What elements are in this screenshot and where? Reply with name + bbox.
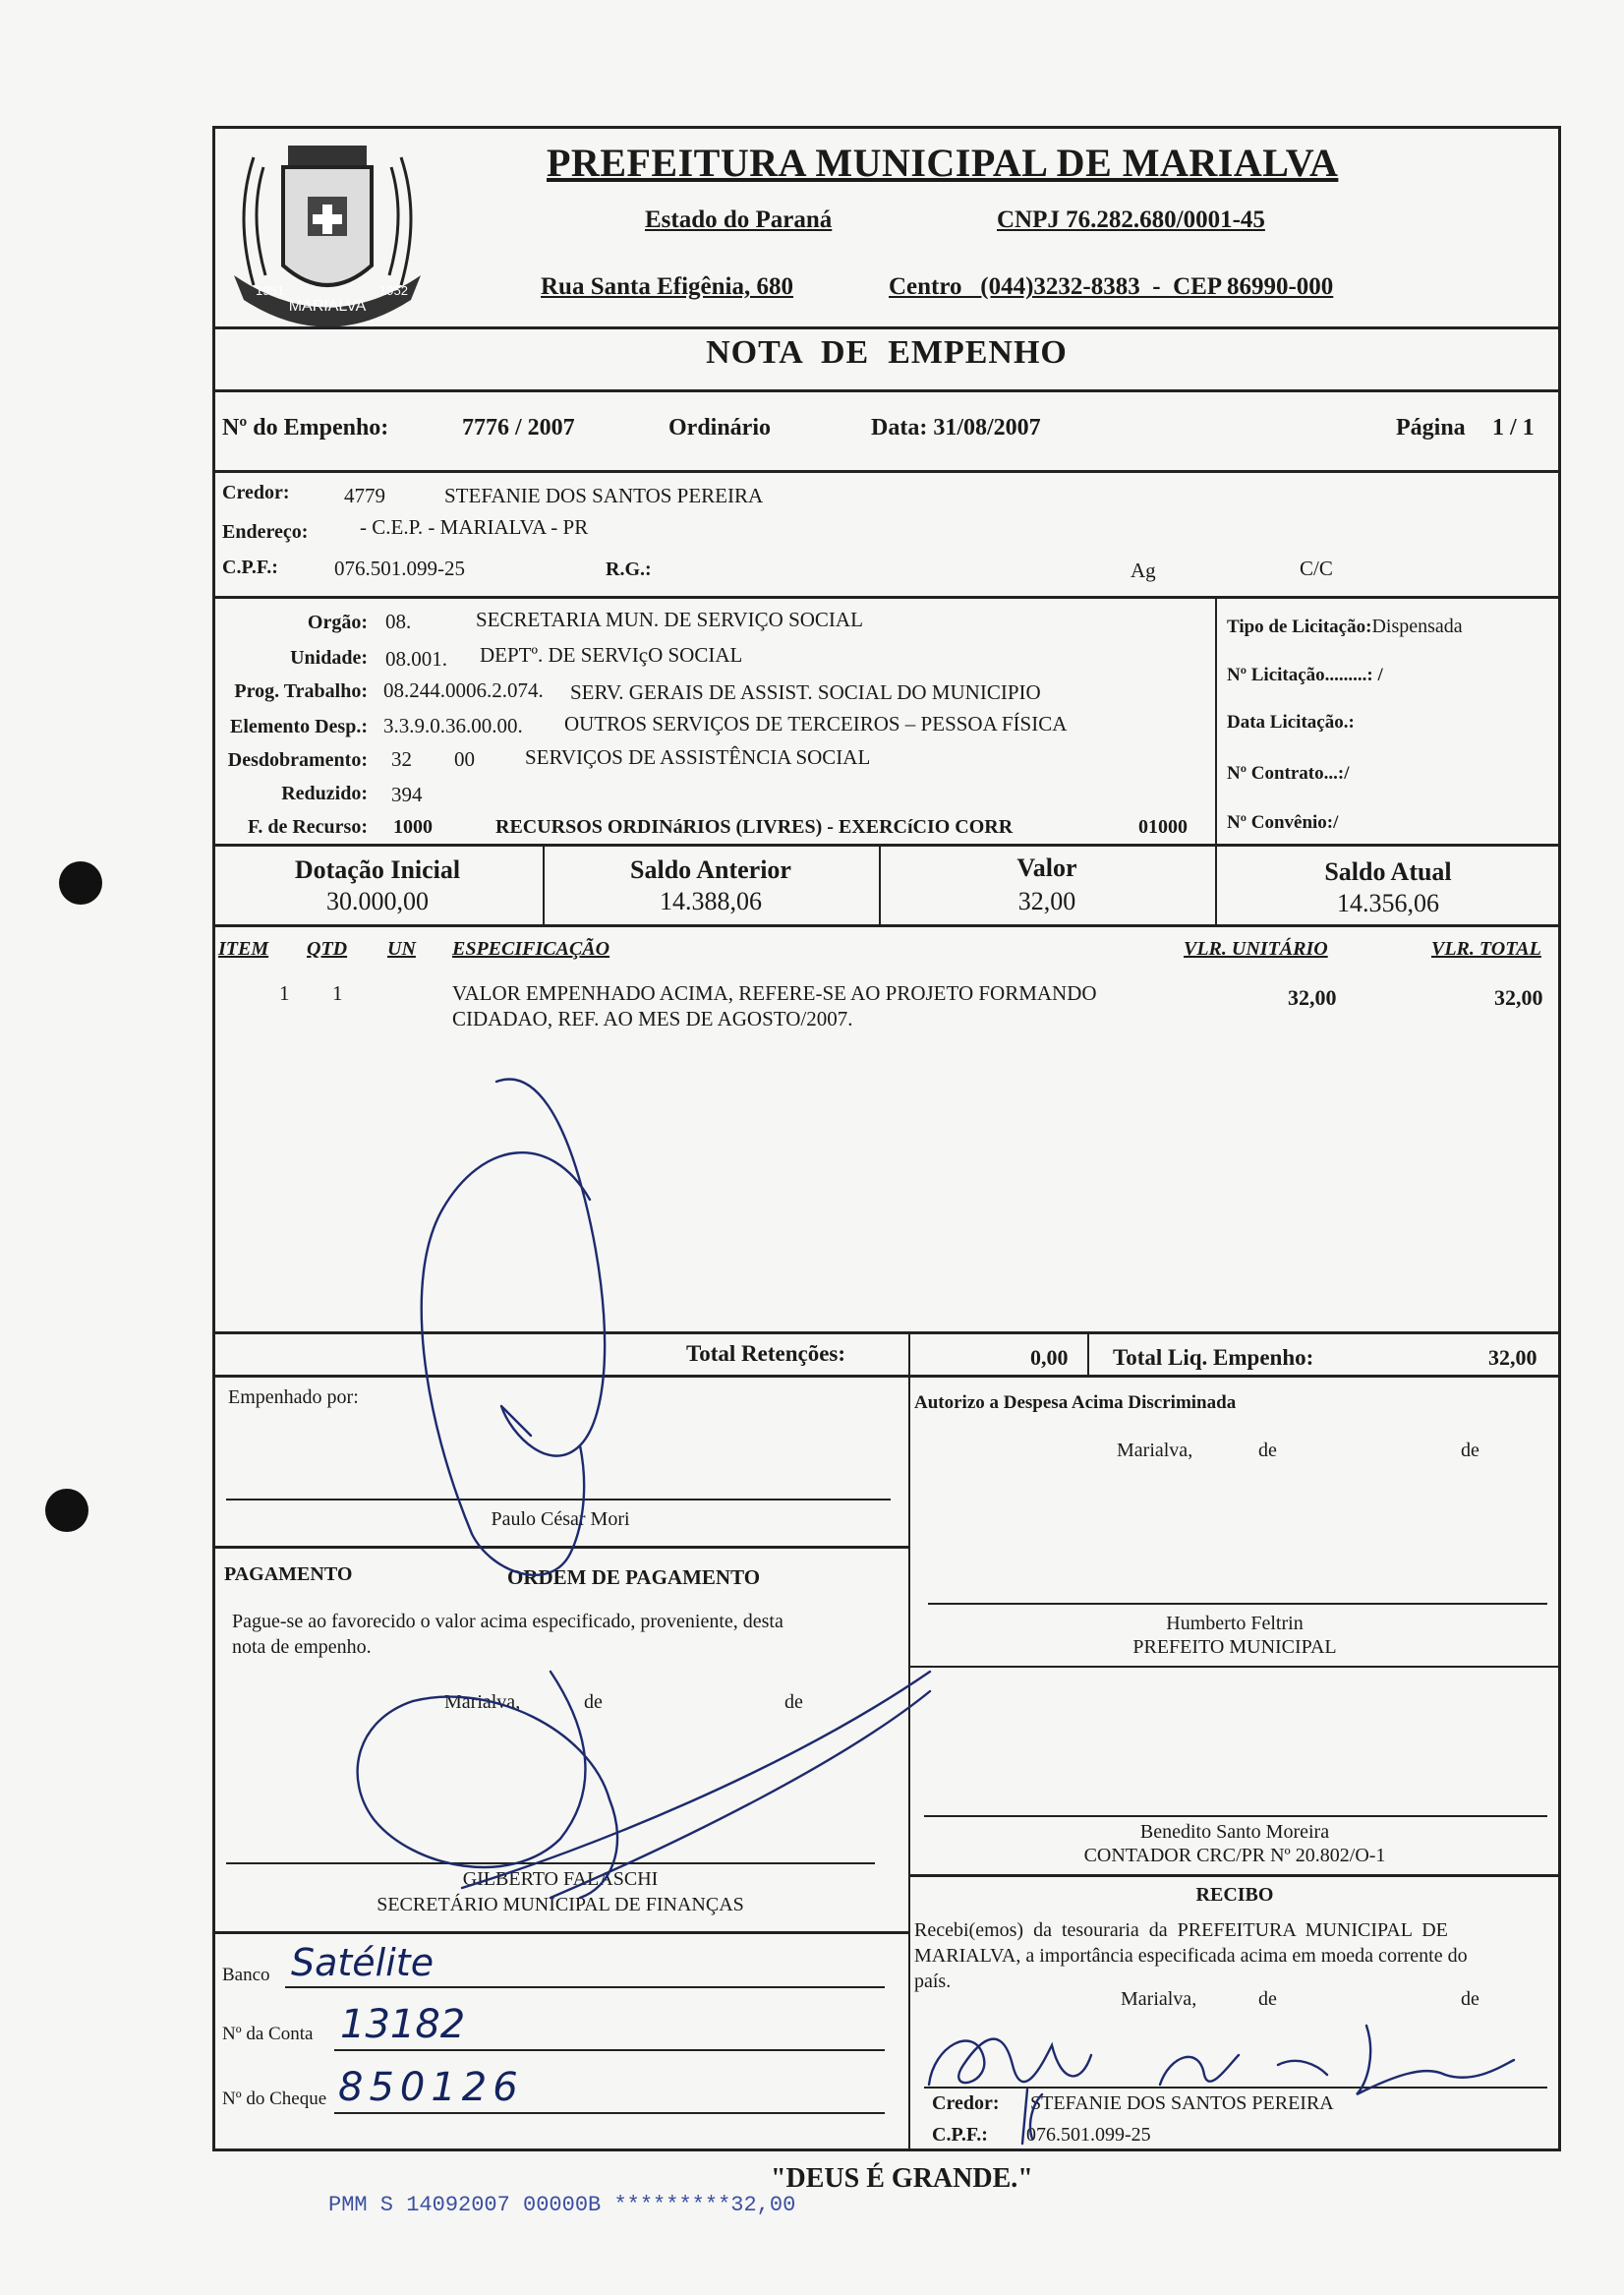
- punch-hole: [59, 861, 102, 905]
- conta-line: [334, 2049, 885, 2051]
- saldo-anterior-value: 14.388,06: [660, 887, 762, 915]
- signature-line: [924, 2087, 1547, 2089]
- ordem-pagamento-label: ORDEM DE PAGAMENTO: [507, 1565, 761, 1589]
- rg-label: R.G.:: [606, 559, 652, 580]
- row-spec-line1: VALOR EMPENHADO ACIMA, REFERE-SE AO PROJETO FORMANDO: [452, 981, 1097, 1005]
- banco-label: Banco: [222, 1965, 270, 1985]
- dotacao-value: 30.000,00: [326, 887, 429, 915]
- liquido-label: Total Liq. Empenho:: [1113, 1345, 1314, 1370]
- recibo-credor-name: STEFANIE DOS SANTOS PEREIRA: [1030, 2092, 1334, 2114]
- conta-label: Nº da Conta: [222, 2024, 314, 2044]
- cheque-value: 850126: [338, 2065, 524, 2110]
- tipo-licitacao-label: Tipo de Licitação:Dispensada: [1227, 616, 1463, 637]
- divider: [1087, 1331, 1089, 1375]
- contrato-label: Nº Contrato...:/: [1227, 763, 1350, 784]
- autorizo-de-1: de: [1258, 1440, 1277, 1461]
- unidade-desc: DEPTº. DE SERVIçO SOCIAL: [480, 643, 743, 667]
- prefeito-role: PREFEITO MUNICIPAL: [1132, 1636, 1337, 1658]
- secretario-role: SECRETÁRIO MUNICIPAL DE FINANÇAS: [377, 1894, 744, 1915]
- document-title: NOTA DE EMPENHO: [706, 334, 1068, 371]
- fonte-code: 1000: [393, 816, 433, 838]
- recibo-title: RECIBO: [1195, 1884, 1274, 1906]
- punch-hole: [45, 1489, 88, 1532]
- divider: [212, 1931, 908, 1934]
- recibo-text-line2: MARIALVA, a importância especificada acima em moeda corrente do: [914, 1945, 1468, 1967]
- divider: [212, 389, 1561, 392]
- divider: [212, 1375, 1561, 1378]
- col-header-qtd: QTD: [307, 938, 348, 960]
- row-qtd: 1: [332, 981, 343, 1005]
- account-label: C/C: [1300, 557, 1333, 580]
- pagamento-de-1: de: [584, 1691, 603, 1713]
- reduzido-label: Reduzido:: [281, 783, 368, 804]
- signature-line: [226, 1862, 875, 1864]
- row-unit-value: 32,00: [1288, 985, 1337, 1010]
- seal-banner-text: MARIALVA: [288, 298, 367, 315]
- fonte-code-2: 01000: [1138, 816, 1188, 838]
- endereco-value: - C.E.P. - MARIALVA - PR: [360, 515, 589, 539]
- signature-line: [924, 1815, 1547, 1817]
- fonte-desc: RECURSOS ORDINáRIOS (LIVRES) - EXERCíCIO CORR: [495, 816, 1014, 838]
- divider: [212, 924, 1561, 927]
- recibo-cpf-value: 076.501.099-25: [1026, 2124, 1151, 2146]
- divider: [908, 1375, 910, 2151]
- cheque-label: Nº do Cheque: [222, 2089, 327, 2109]
- divider: [1215, 596, 1217, 844]
- col-header-total-value: VLR. TOTAL: [1431, 938, 1541, 960]
- municipality-title: PREFEITURA MUNICIPAL DE MARIALVA: [547, 141, 1339, 185]
- divider: [908, 1666, 1561, 1668]
- dotacao-label: Dotação Inicial: [294, 855, 461, 884]
- conta-value: 13182: [340, 2002, 466, 2047]
- divider: [212, 326, 1561, 329]
- pagamento-de-2: de: [784, 1691, 803, 1713]
- row-total-value: 32,00: [1494, 985, 1543, 1010]
- retencoes-label: Total Retenções:: [686, 1341, 846, 1366]
- seal-year-right: 1952: [379, 283, 408, 298]
- endereco-label: Endereço:: [222, 521, 309, 543]
- pagamento-text-line1: Pague-se ao favorecido o valor acima especificado, proveniente, desta: [232, 1611, 783, 1632]
- page-label: Página: [1396, 415, 1466, 441]
- municipal-seal-icon: [214, 128, 440, 334]
- state-name: Estado do Paraná: [645, 206, 833, 233]
- divider: [212, 1331, 1561, 1334]
- empenho-date: Data: 31/08/2007: [871, 415, 1041, 441]
- row-item: 1: [279, 981, 290, 1005]
- divider: [212, 1546, 908, 1549]
- recibo-text-line1: Recebi(emos) da tesouraria da PREFEITURA MUNICIPAL DE: [914, 1919, 1448, 1941]
- desdobramento-desc: SERVIÇOS DE ASSISTÊNCIA SOCIAL: [525, 745, 871, 769]
- elemento-code: 3.3.9.0.36.00.00.: [383, 714, 523, 737]
- prog-label: Prog. Trabalho:: [234, 680, 368, 702]
- agency-label: Ag: [1131, 559, 1156, 582]
- banco-value: Satélite: [291, 1941, 435, 1984]
- empenhado-label: Empenhado por:: [228, 1386, 359, 1408]
- divider: [212, 596, 1561, 599]
- valor-label: Valor: [1016, 853, 1077, 882]
- convenio-label: Nº Convênio:/: [1227, 812, 1339, 833]
- cpf-value: 076.501.099-25: [334, 557, 465, 580]
- elemento-desc: OUTROS SERVIÇOS DE TERCEIROS – PESSOA FÍSICA: [564, 712, 1068, 736]
- orgao-code: 08.: [385, 610, 412, 633]
- signature-line: [928, 1603, 1547, 1605]
- autorizo-place: Marialva,: [1117, 1440, 1193, 1461]
- cnpj: CNPJ 76.282.680/0001-45: [997, 206, 1265, 233]
- footer-motto: "DEUS É GRANDE.": [771, 2163, 1033, 2194]
- col-header-unit-value: VLR. UNITÁRIO: [1184, 938, 1328, 960]
- prog-desc: SERV. GERAIS DE ASSIST. SOCIAL DO MUNICIPIO: [570, 680, 1041, 704]
- elemento-label: Elemento Desp.:: [230, 716, 368, 737]
- row-spec-line2: CIDADAO, REF. AO MES DE AGOSTO/2007.: [452, 1007, 853, 1030]
- tipo-licitacao-value: Dispensada: [1371, 616, 1463, 637]
- col-header-item: ITEM: [218, 938, 269, 960]
- bank-stamp: PMM S 14092007 00000B *********32,00: [328, 2193, 796, 2217]
- empenho-number-label: Nº do Empenho:: [222, 415, 389, 441]
- credor-name: STEFANIE DOS SANTOS PEREIRA: [444, 484, 764, 507]
- col-header-un: UN: [387, 938, 416, 960]
- fonte-label: F. de Recurso:: [247, 816, 368, 838]
- numero-licitacao-label: Nº Licitação.........: /: [1227, 665, 1383, 685]
- recibo-text-line3: país.: [914, 1971, 952, 1992]
- desdobramento-subcode: 00: [454, 747, 475, 771]
- pagamento-place: Marialva,: [444, 1691, 521, 1713]
- divider: [212, 844, 1561, 847]
- recibo-de-2: de: [1461, 1988, 1479, 2010]
- empenho-type: Ordinário: [668, 415, 772, 441]
- address-contact: Centro (044)3232-8383 - CEP 86990-000: [889, 273, 1334, 300]
- credor-label: Credor:: [222, 482, 290, 503]
- pagamento-text-line2: nota de empenho.: [232, 1636, 372, 1658]
- signature-line: [226, 1499, 891, 1501]
- banco-line: [285, 1986, 885, 1988]
- recibo-place: Marialva,: [1121, 1988, 1197, 2010]
- unidade-label: Unidade:: [290, 647, 368, 669]
- saldo-atual-value: 14.356,06: [1337, 889, 1439, 917]
- seal-year-left: 1951: [256, 283, 284, 298]
- page-number: 1 / 1: [1492, 415, 1535, 441]
- saldo-atual-label: Saldo Atual: [1324, 857, 1452, 886]
- cheque-line: [334, 2112, 885, 2114]
- credor-code: 4779: [344, 484, 385, 507]
- recibo-credor-label: Credor:: [932, 2092, 1000, 2114]
- retencoes-value: 0,00: [1030, 1345, 1069, 1370]
- autorizo-label: Autorizo a Despesa Acima Discriminada: [914, 1392, 1237, 1413]
- cpf-label: C.P.F.:: [222, 557, 278, 578]
- pagamento-label: PAGAMENTO: [224, 1563, 353, 1585]
- liquido-value: 32,00: [1488, 1345, 1537, 1370]
- street-address: Rua Santa Efigênia, 680: [541, 273, 793, 300]
- contador-role: CONTADOR CRC/PR Nº 20.802/O-1: [1083, 1845, 1386, 1866]
- orgao-label: Orgão:: [307, 612, 368, 633]
- saldo-anterior-label: Saldo Anterior: [630, 855, 791, 884]
- desdobramento-code: 32: [391, 747, 412, 771]
- recibo-de-1: de: [1258, 1988, 1277, 2010]
- valor-value: 32,00: [1017, 887, 1076, 915]
- prefeito-name: Humberto Feltrin: [1166, 1613, 1304, 1634]
- reduzido-value: 394: [391, 783, 423, 806]
- recibo-cpf-label: C.P.F.:: [932, 2124, 988, 2146]
- secretario-name: GILBERTO FALASCHI: [462, 1868, 659, 1890]
- orgao-desc: SECRETARIA MUN. DE SERVIÇO SOCIAL: [476, 608, 863, 631]
- autorizo-de-2: de: [1461, 1440, 1479, 1461]
- divider: [908, 1331, 910, 1375]
- divider: [212, 470, 1561, 473]
- contador-name: Benedito Santo Moreira: [1139, 1821, 1330, 1843]
- data-licitacao-label: Data Licitação.:: [1227, 712, 1355, 733]
- divider: [908, 1874, 1561, 1877]
- empenhado-name: Paulo César Mori: [491, 1508, 630, 1530]
- col-header-spec: ESPECIFICAÇÃO: [452, 938, 610, 960]
- prog-code: 08.244.0006.2.074.: [383, 678, 544, 702]
- desdobramento-label: Desdobramento:: [227, 749, 368, 771]
- empenho-number: 7776 / 2007: [462, 415, 575, 441]
- unidade-code: 08.001.: [385, 647, 447, 671]
